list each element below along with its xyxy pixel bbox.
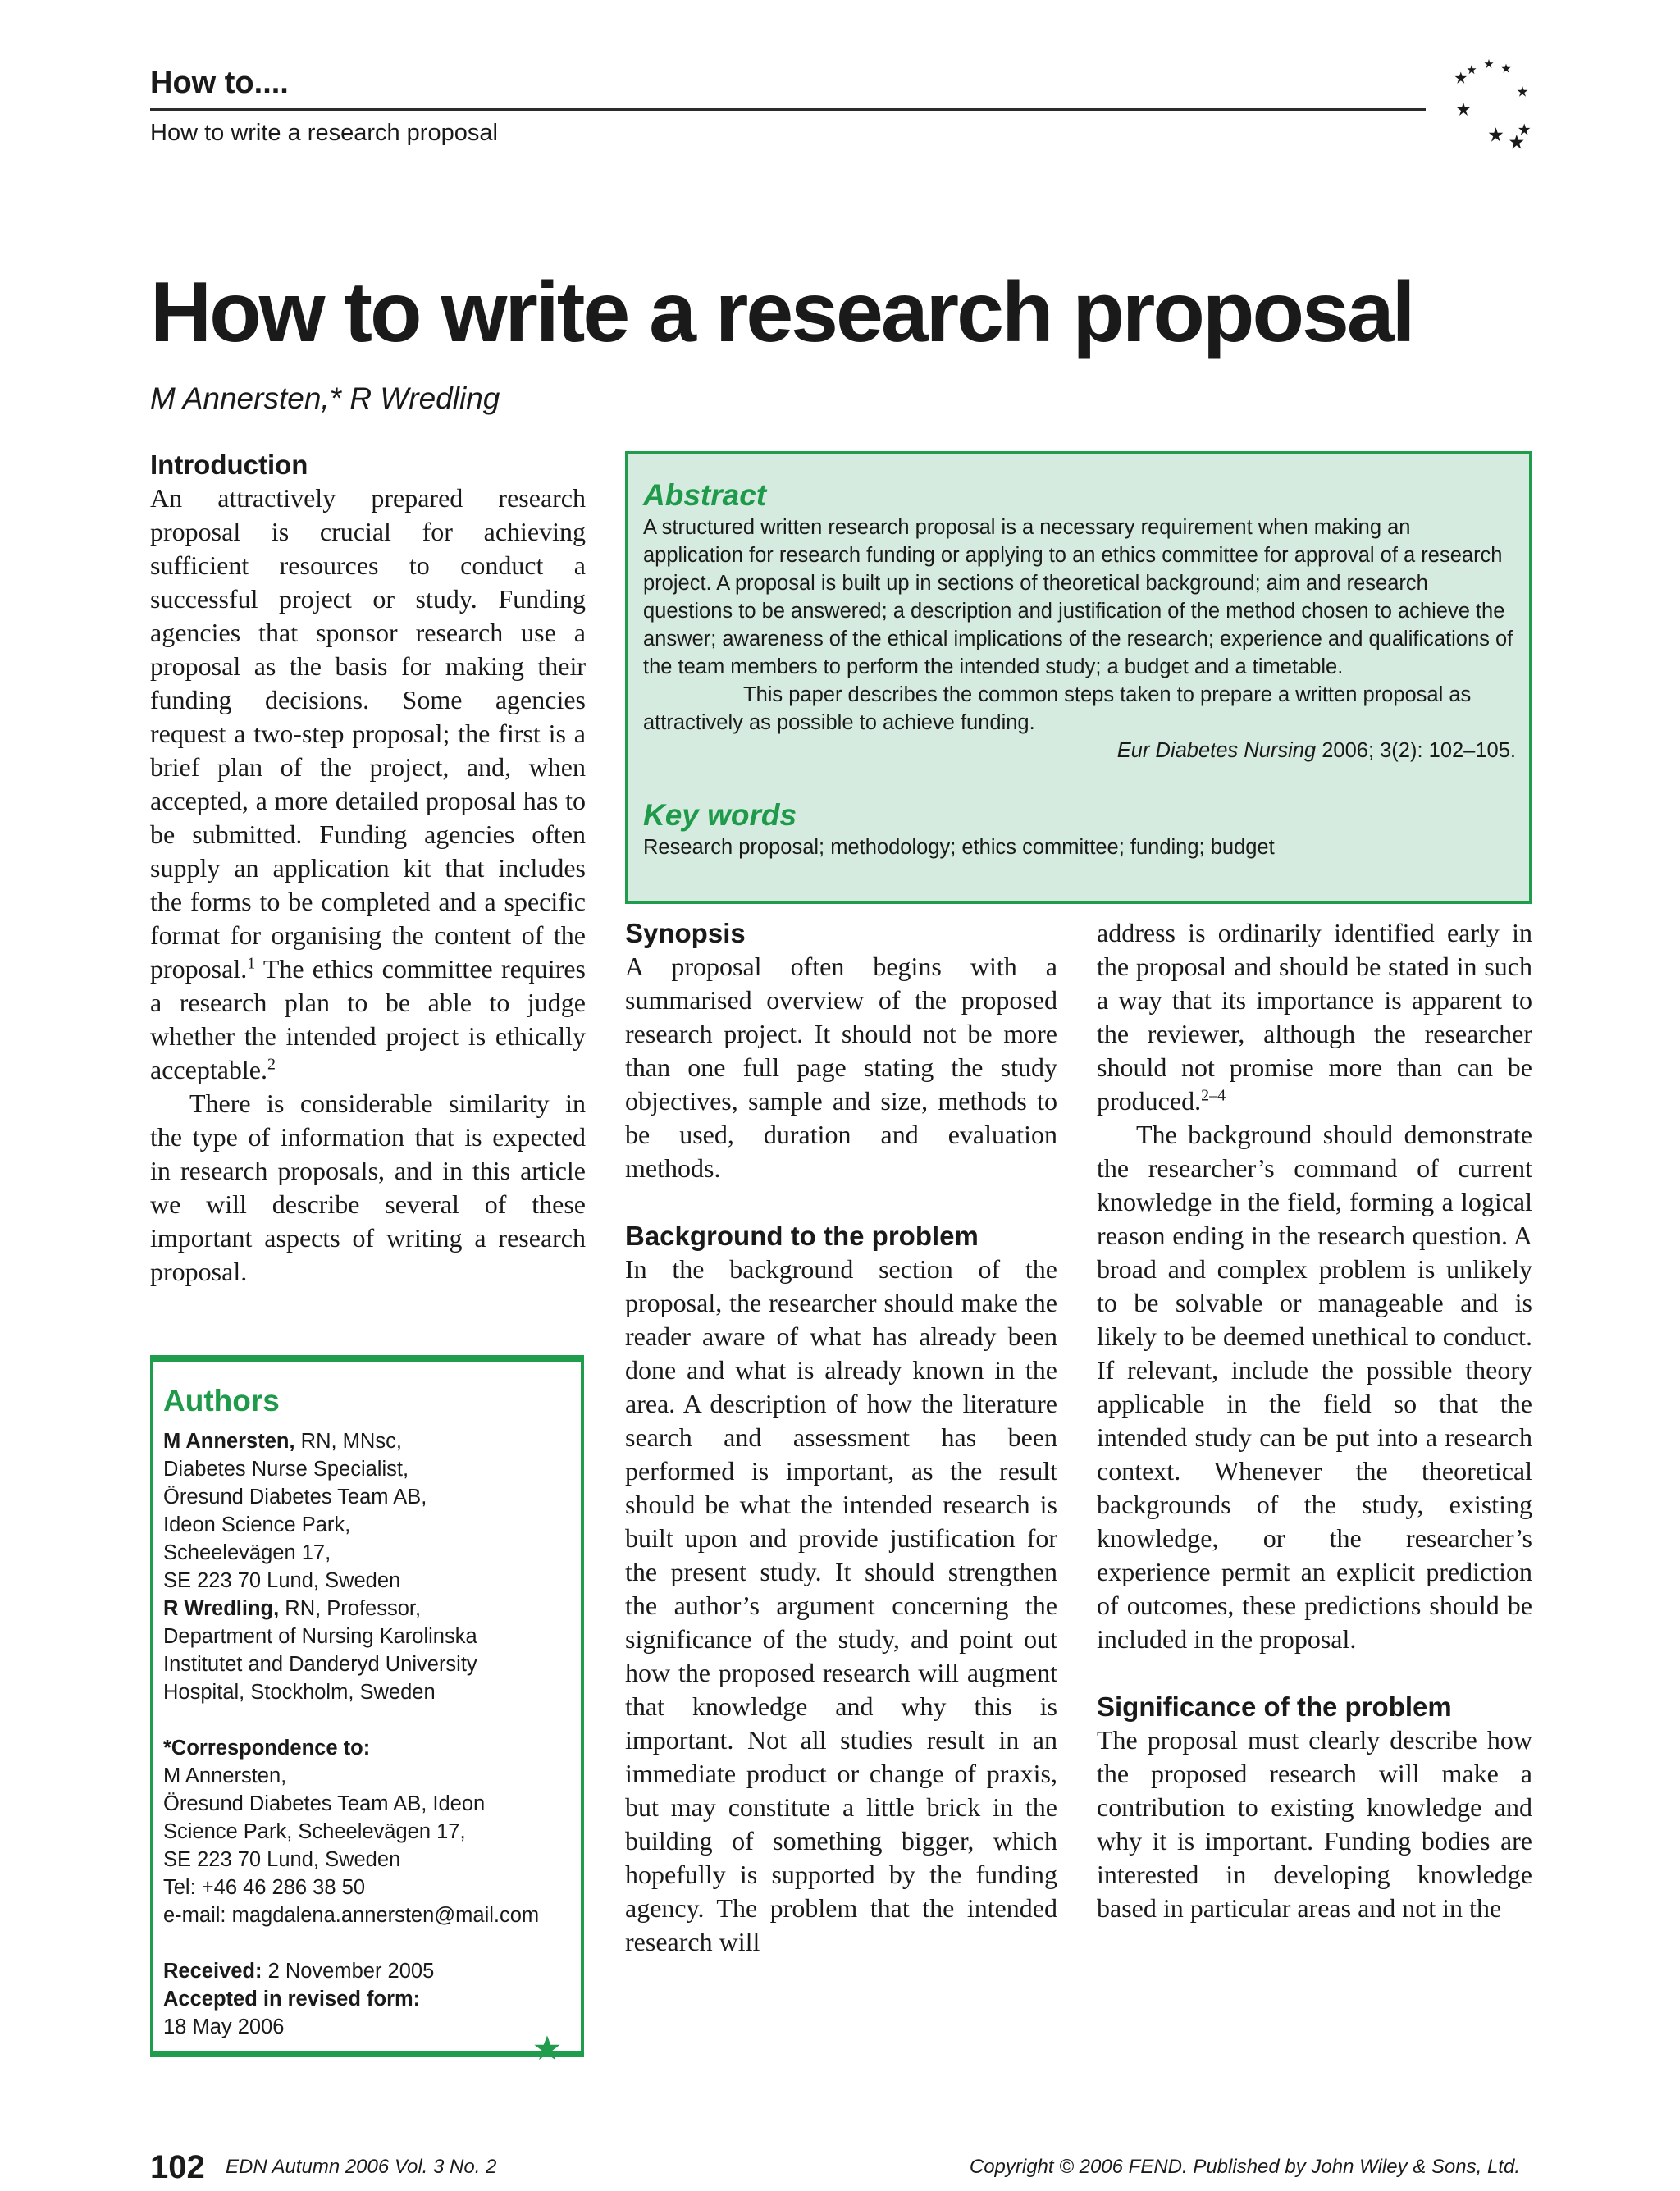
star-icon (533, 2034, 561, 2062)
star-icon (1457, 103, 1470, 116)
correspondence-label: *Correspondence to: (163, 1737, 371, 1760)
star-icon (1455, 72, 1467, 84)
author-2-affil: Hospital, Stockholm, Sweden (163, 1681, 436, 1704)
correspondence-line: SE 223 70 Lund, Sweden (163, 1848, 401, 1871)
star-icon (1518, 86, 1528, 97)
introduction-heading: Introduction (150, 450, 308, 480)
running-header: How to write a research proposal (150, 120, 498, 146)
abstract-box (625, 451, 1532, 904)
keywords-list: Research proposal; methodology; ethics committee; funding; budget (643, 836, 1275, 859)
page-number: 102 (150, 2149, 205, 2185)
star-icon (1509, 135, 1524, 149)
section-label: How to.... (150, 66, 289, 100)
received-date: Received: 2 November 2005 (163, 1960, 435, 1983)
author-1-affil: Diabetes Nurse Specialist, (163, 1458, 409, 1481)
synopsis-heading: Synopsis (625, 918, 746, 948)
author-2-name: R Wredling, RN, Professor, (163, 1597, 422, 1620)
background-text: In the background section of the proposal, the researcher should make the reader aware of what has already been done and what is already known in the area. A description of how the literature search and assessment has been performed is important, as the result should be what the intended research is built upon and provide justification for the present study. It should strengthen the author’s argument concerning the significance of the study, and point out how the proposed research will augment that knowledge and why this is important. Not all studies result in an immediate product or change of praxis, but may constitute a little brick in the building of something bigger, which hopefully is supported by the funding agency. The problem that the intended research will (625, 1254, 1057, 1956)
correspondence-phone: Tel: +46 46 286 38 50 (163, 1876, 365, 1899)
copyright-notice: Copyright © 2006 FEND. Published by John Wiley & Sons, Ltd. (969, 2156, 1520, 2178)
reference-2: 2 (267, 1055, 276, 1074)
abstract-heading: Abstract (643, 478, 767, 512)
introduction-paragraph-1: An attractively prepared research proposal is crucial for achieving sufficient resources to conduct a successful project or study. Funding agencies that sponsor research use a proposal as the basis for making their funding decisions. Some agencies request a two-step proposal; the first is a brief plan of the project, and, when accepted, a more detailed proposal has to be submitted. Funding agencies often supply an application kit that includes the forms to be completed and a specific format for organising the content of the proposal.$^1$ The ethics committee requires a research plan to be able to judge whether the intended project is ethically acceptable.$^2$ (150, 483, 586, 1084)
abstract-citation: Eur Diabetes Nursing 2006; 3(2): 102–105. (1116, 739, 1516, 762)
authors-heading: Authors (163, 1384, 280, 1417)
introduction-paragraph-2: There is considerable similarity in the type of information that is expected in research proposals, and in this article we will describe several of these important aspects of writing a research proposal. (150, 1089, 586, 1286)
author-2-affil: Institutet and Danderyd University (163, 1653, 477, 1676)
keywords-heading: Key words (643, 798, 797, 832)
correspondence-email: e-mail: magdalena.annersten@mail.com (163, 1904, 540, 1927)
correspondence-line: M Annersten, (163, 1764, 287, 1787)
reference-1: 1 (247, 954, 256, 973)
journal-reference: EDN Autumn 2006 Vol. 3 No. 2 (226, 2156, 497, 2178)
abstract-paragraph-2: This paper describes the common steps taken to prepare a written proposal as attractively as possible to achieve funding. (643, 683, 1472, 734)
author-1-affil: Öresund Diabetes Team AB, (163, 1486, 427, 1509)
header-rule (150, 108, 1426, 111)
eu-stars-logo (1437, 53, 1552, 164)
background-continued-text: address is ordinarily identified early in the proposal and should be stated in such a way that its importance is apparent to the reviewer, although the researcher should not promise more than can be produced.$^{2-4}$ (1097, 918, 1532, 1116)
author-1-name: M Annersten, RN, MNsc, (163, 1430, 402, 1453)
article-authors: M Annersten,* R Wredling (150, 381, 500, 415)
accepted-label: Accepted in revised form: (163, 1988, 421, 2011)
star-icon (1489, 127, 1504, 142)
author-2-affil: Department of Nursing Karolinska (163, 1625, 477, 1648)
significance-text: The proposal must clearly describe how the proposed research will make a contribution to existing knowledge and why it is important. Funding bodies are interested in developing knowledge based in particular areas and not in the (1097, 1725, 1532, 1923)
background-paragraph-2: The background should demonstrate the researcher’s command of current knowledge in the field, forming a logical reason ending in the research question. A broad and complex problem is unlikely to be solvable or manageable and is likely to be deemed unethical to conduct. If relevant, include the possible theory applicable in the field so that the intended study can be put into a research context. Whenever the theoretical backgrounds of the study, existing knowledge, or the researcher’s experience permit an explicit prediction of outcomes, these predictions should be included in the proposal. (1097, 1120, 1532, 1654)
author-1-affil: Ideon Science Park, (163, 1513, 351, 1536)
column-introduction (150, 448, 586, 1289)
author-1-affil: Scheelevägen 17, (163, 1541, 331, 1564)
author-1-affil: SE 223 70 Lund, Sweden (163, 1569, 401, 1592)
authors-box (150, 1355, 584, 2057)
abstract-paragraph-1: A structured written research proposal is a necessary requirement when making an application for research funding or applying to an ethics committee for approval of a research project. A proposal is built up in sections of theoretical background; aim and research questions to be answered; a description and justification of the method chosen to achieve the answer; awareness of the ethical implications of the research; experience and qualifications of the team members to perform the intended study; a budget and a timetable. (643, 516, 1513, 678)
star-icon (1467, 65, 1476, 74)
synopsis-text: A proposal often begins with a summarised overview of the proposed research project. It should not be more than one full page stating the study objectives, sample and size, methods to be used, duration and evaluation methods. (625, 952, 1057, 1183)
significance-heading: Significance of the problem (1097, 1691, 1452, 1722)
background-heading: Background to the problem (625, 1221, 979, 1251)
star-icon (1484, 59, 1493, 68)
correspondence-line: Science Park, Scheelevägen 17, (163, 1820, 466, 1843)
correspondence-line: Öresund Diabetes Team AB, Ideon (163, 1792, 486, 1815)
article-title: How to write a research proposal (150, 265, 1413, 360)
reference-2-4: 2–4 (1201, 1086, 1226, 1105)
column-right (1097, 916, 1532, 1925)
star-icon (1501, 64, 1510, 73)
column-middle (625, 916, 1057, 1959)
star-icon (1518, 124, 1530, 135)
accepted-date: 18 May 2006 (163, 2015, 285, 2038)
